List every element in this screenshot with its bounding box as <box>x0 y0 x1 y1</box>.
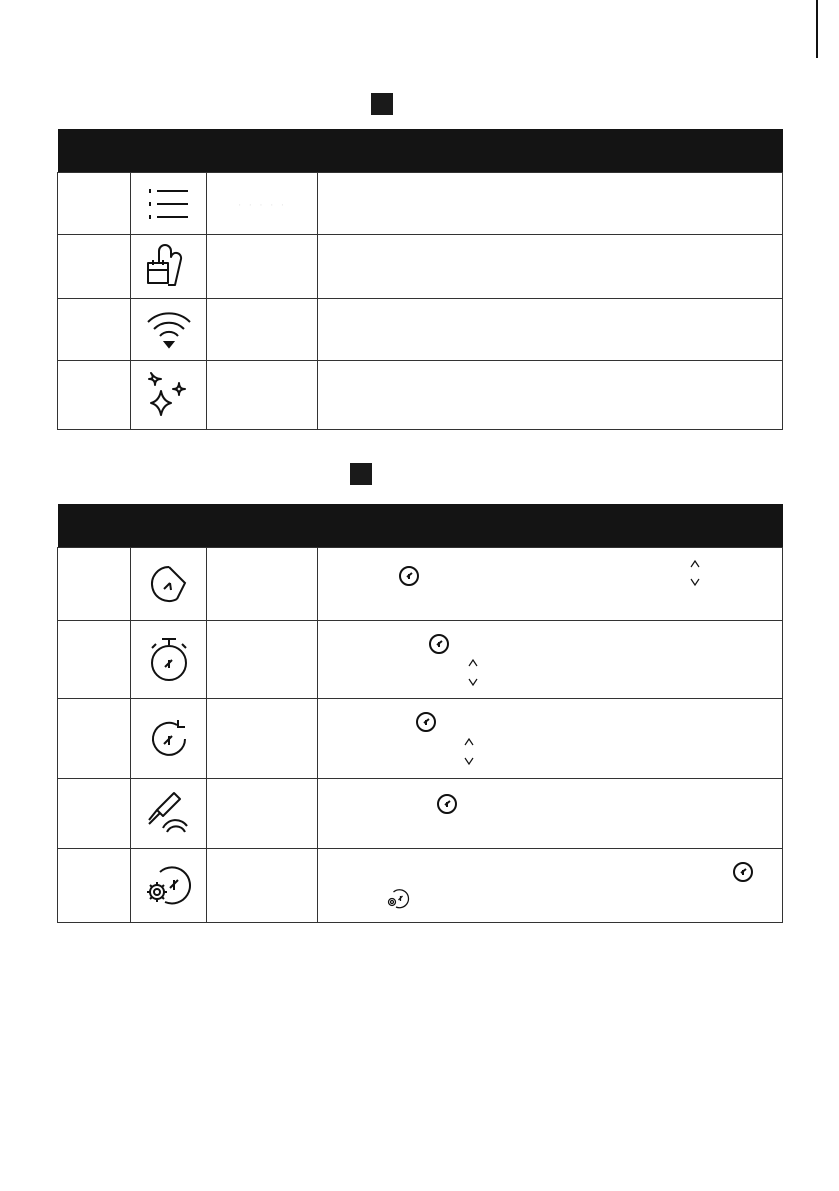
header-cell <box>318 129 783 173</box>
number-cell <box>58 699 131 779</box>
stopwatch-timer-icon <box>131 621 207 699</box>
food-probe-icon <box>131 779 207 849</box>
chevron-up-icon <box>467 658 479 668</box>
header-cell <box>58 504 131 548</box>
description-cell <box>318 849 783 923</box>
function-cell <box>207 548 318 621</box>
header-cell <box>207 504 318 548</box>
chevron-up-icon <box>689 559 701 569</box>
number-cell <box>58 621 131 699</box>
timer-icon <box>398 565 420 587</box>
function-cell <box>207 173 318 235</box>
section-marker-2 <box>350 463 372 485</box>
description-cell <box>318 548 783 621</box>
function-cell <box>207 235 318 299</box>
number-cell <box>58 548 131 621</box>
function-cell <box>207 621 318 699</box>
wifi-icon <box>131 299 207 361</box>
page-edge-mark <box>816 0 818 58</box>
section-marker-1 <box>371 93 393 115</box>
description-cell <box>318 299 783 361</box>
gear-timer-icon <box>384 887 412 911</box>
table-row <box>58 299 783 361</box>
description-cell <box>318 235 783 299</box>
description-cell <box>318 621 783 699</box>
chevron-down-icon <box>463 756 475 766</box>
number-cell <box>58 361 131 430</box>
table-row <box>58 699 783 779</box>
timer-icon <box>428 633 450 655</box>
sparkle-clean-icon <box>131 361 207 430</box>
table-row <box>58 361 783 430</box>
header-cell <box>131 129 207 173</box>
number-cell <box>58 173 131 235</box>
timer-icon <box>436 793 458 815</box>
faint-label: · · · · · <box>237 199 287 211</box>
header-cell <box>58 129 131 173</box>
functions-table-2 <box>57 504 783 923</box>
function-cell <box>207 699 318 779</box>
function-cell <box>207 779 318 849</box>
table-row <box>58 235 783 299</box>
number-cell <box>58 779 131 849</box>
header-cell <box>318 504 783 548</box>
table-row <box>58 779 783 849</box>
list-icon <box>131 173 207 235</box>
timer-half-icon <box>131 548 207 621</box>
description-cell <box>318 361 783 430</box>
table-row <box>58 621 783 699</box>
table-header-row <box>58 129 783 173</box>
timer-icon <box>732 861 754 883</box>
description-cell <box>318 699 783 779</box>
function-cell <box>207 361 318 430</box>
gear-timer-icon <box>131 849 207 923</box>
table-row <box>58 173 783 235</box>
description-cell <box>318 779 783 849</box>
table-row <box>58 849 783 923</box>
number-cell <box>58 299 131 361</box>
timer-refresh-icon <box>131 699 207 779</box>
description-cell <box>318 173 783 235</box>
chevron-down-icon <box>689 577 701 587</box>
header-cell <box>207 129 318 173</box>
table-row <box>58 548 783 621</box>
table-header-row <box>58 504 783 548</box>
function-cell <box>207 299 318 361</box>
timer-icon <box>415 711 437 733</box>
chevron-up-icon <box>463 737 475 747</box>
calendar-oven-mitt-icon <box>131 235 207 299</box>
function-cell <box>207 849 318 923</box>
header-cell <box>131 504 207 548</box>
number-cell <box>58 849 131 923</box>
chevron-down-icon <box>467 677 479 687</box>
functions-table-1 <box>57 129 783 430</box>
number-cell <box>58 235 131 299</box>
